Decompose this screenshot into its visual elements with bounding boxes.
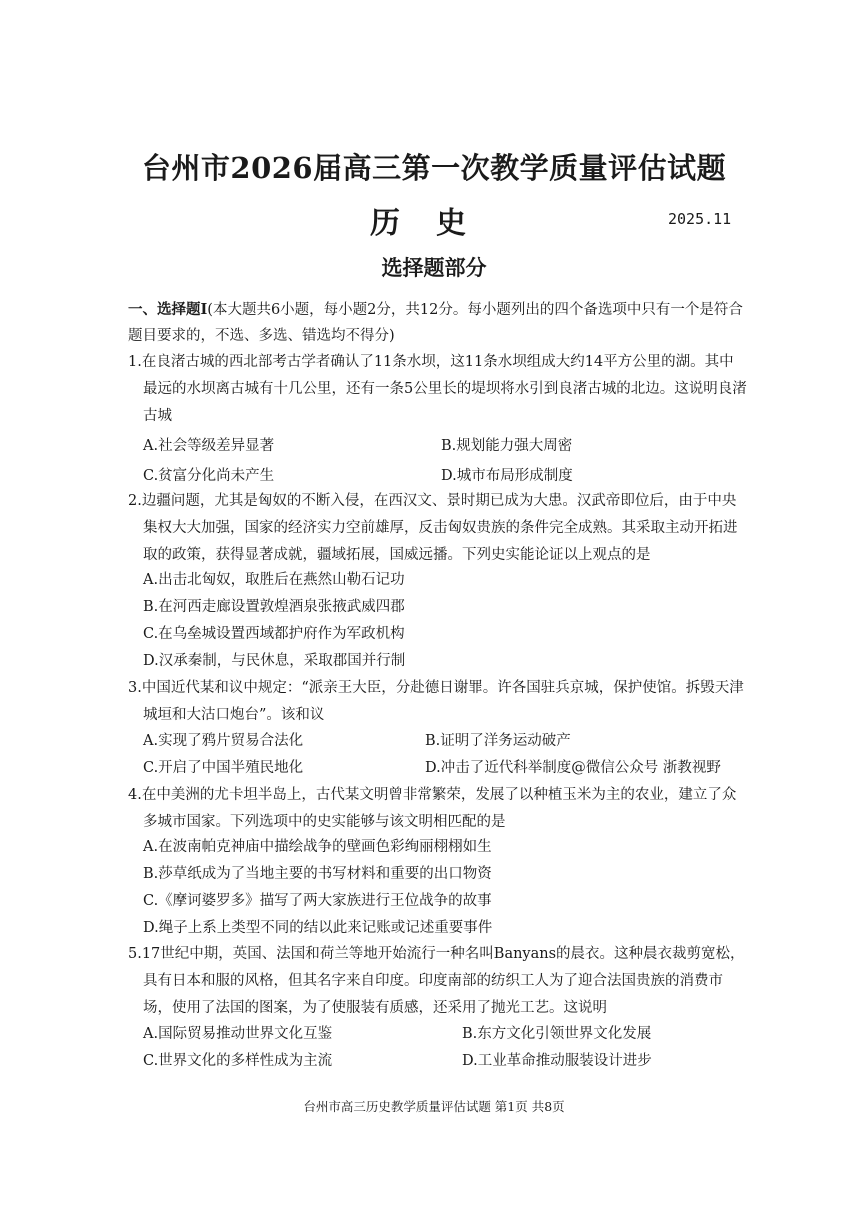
option-a: A.在波南帕克神庙中描绘战争的壁画色彩绚丽栩栩如生: [143, 839, 492, 855]
option-c: C.开启了中国半殖民地化: [143, 760, 304, 776]
question-stem: 5.17世纪中期，英国、法国和荷兰等地开始流行一种名叫Banyans的晨衣。这种晨衣裁剪宽松，具有日本和服的风格，但其名字来自印度。印度南部的纺织工人为了迎合法国贵族的消费市场，使用了法国的图案，为了使服装有质感，还采用了抛光工艺。这说明: [128, 946, 745, 1016]
section-instructions: [128, 297, 748, 349]
option-b: B.证明了洋务运动破产: [425, 733, 571, 749]
option-c: C.贫富分化尚未产生: [143, 468, 275, 484]
question-stem: 1.在良渚古城的西北部考古学者确认了11条水坝，这11条水坝组成大约14平方公里的湖。其中最远的水坝离古城有十几公里，还有一条5公里长的堤坝将水引到良渚古城的北边。这说明良渚古城: [128, 354, 747, 424]
question-3: [128, 675, 748, 729]
option-b: B.莎草纸成为了当地主要的书写材料和重要的出口物资: [143, 866, 492, 882]
instructions-label: 一、选择题Ⅰ: [128, 301, 208, 318]
question-2: [128, 488, 748, 569]
exam-date: 2025.11: [668, 210, 732, 228]
instructions-text: (本大题共6小题，每小题2分，共12分。每小题列出的四个备选项中只有一个是符合题目要求的，不选、多选、错选均不得分): [128, 302, 743, 344]
option-b: B.东方文化引领世界文化发展: [462, 1026, 652, 1042]
question-1: [128, 349, 748, 430]
option-b: B.规划能力强大周密: [441, 438, 573, 454]
option-a: A.社会等级差异显著: [143, 438, 275, 454]
option-d: D.城市布局形成制度: [441, 468, 573, 484]
option-b: B.在河西走廊设置敦煌酒泉张掖武威四郡: [143, 599, 405, 615]
option-d: D.汉承秦制，与民休息，采取郡国并行制: [143, 653, 406, 669]
option-c: C.在乌垒城设置西域都护府作为军政机构: [143, 626, 405, 642]
section-heading: 选择题部分: [381, 255, 487, 280]
option-c: C.《摩诃婆罗多》描写了两大家族进行王位战争的故事: [143, 893, 492, 909]
subject-title: 历史: [370, 206, 502, 241]
option-a: A.实现了鸦片贸易合法化: [143, 733, 304, 749]
page-footer: 台州市高三历史教学质量评估试题 第1页 共8页: [303, 1099, 565, 1114]
option-d: D.工业革命推动服装设计进步: [462, 1053, 652, 1069]
option-a: A.出击北匈奴，取胜后在燕然山勒石记功: [143, 572, 405, 588]
option-d: D.冲击了近代科举制度@微信公众号 浙教视野: [425, 760, 721, 776]
exam-title: 台州市2026届高三第一次教学质量评估试题: [141, 151, 727, 185]
question-4: [128, 782, 748, 836]
option-c: C.世界文化的多样性成为主流: [143, 1053, 333, 1069]
question-stem: 4.在中美洲的尤卡坦半岛上，古代某文明曾非常繁荣，发展了以种植玉米为主的农业，建立了众多城市国家。下列选项中的史实能够与该文明相匹配的是: [128, 787, 737, 830]
question-stem: 2.边疆问题，尤其是匈奴的不断入侵，在西汉文、景时期已成为大患。汉武帝即位后，由于中央集权大大加强，国家的经济实力空前雄厚，反击匈奴贵族的条件完全成熟。其采取主动开拓进取的政策，获得显著成就，疆域拓展，国威远播。下列史实能论证以上观点的是: [128, 493, 738, 563]
option-a: A.国际贸易推动世界文化互鉴: [143, 1026, 333, 1042]
option-d: D.绳子上系上类型不同的结以此来记账或记述重要事件: [143, 920, 493, 936]
question-5: [128, 941, 748, 1022]
question-stem: 3.中国近代某和议中规定：“派亲王大臣，分赴德日谢罪。许各国驻兵京城，保护使馆。拆毁天津城垣和大沽口炮台”。该和议: [128, 680, 744, 723]
